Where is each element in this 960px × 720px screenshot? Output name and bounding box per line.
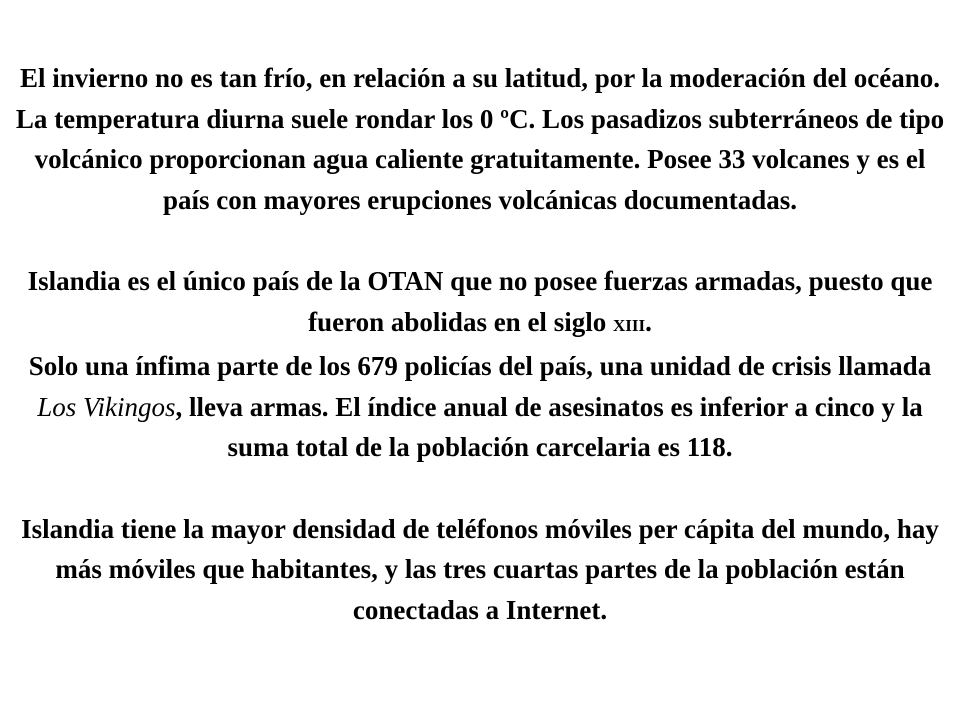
unit-name: Los Vikingos [37, 391, 176, 422]
police-text-end: , lleva armas. El índice anual de asesinatos es inferior a cinco y la suma total de la población carcelaria es 118. [175, 391, 923, 463]
paragraph-police [10, 346, 950, 468]
military-text: Islandia es el único país de la OTAN que no posee fuerzas armadas, puesto que fueron abolidas en el siglo [27, 265, 933, 337]
paragraph-military [10, 261, 950, 346]
century-numeral: XIII [612, 315, 646, 335]
military-text-end: . [645, 306, 652, 337]
police-text: Solo una ínfima parte de los 679 policías del país, una unidad de crisis llamada [28, 351, 932, 382]
paragraph-spacer [10, 220, 950, 261]
paragraph-mobiles: Islandia tiene la mayor densidad de teléfonos móviles per cápita del mundo, hay más móviles que habitantes, y las tres cuartas partes de la población están conectadas a Internet. [21, 513, 939, 625]
paragraph-spacer [10, 468, 950, 509]
paragraph-climate: El invierno no es tan frío, en relación a su latitud, por la moderación del océano. La temperatura diurna suele rondar los 0 ºC. Los pasadizos subterráneos de tipo volcánico proporcionan agua caliente gratuitamente. Posee 33 volcanes y es el país con mayores erupciones volcánicas documentadas. [15, 63, 945, 215]
